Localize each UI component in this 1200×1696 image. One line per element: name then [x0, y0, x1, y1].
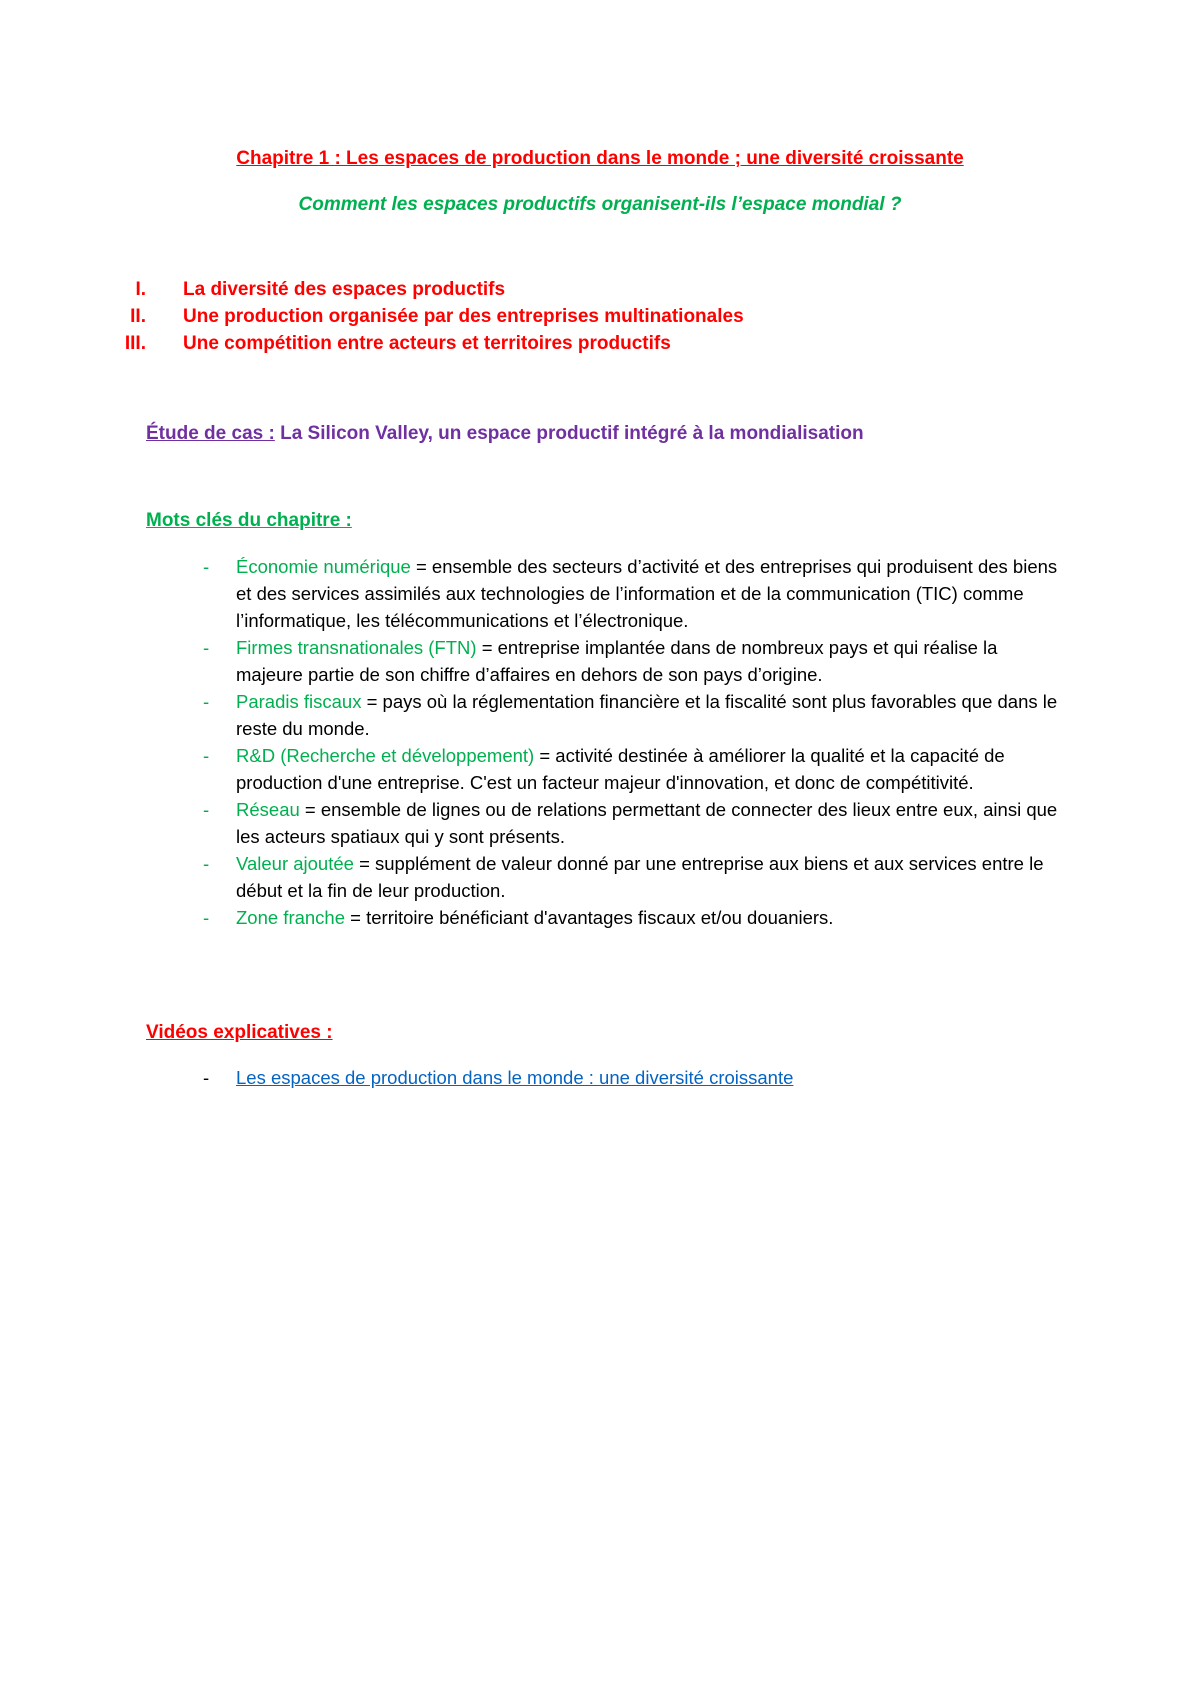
chapter-plan	[0, 279, 1200, 360]
keyword-definition: = territoire bénéficiant d'avantages fiscaux et/ou douaniers.	[345, 907, 834, 928]
bullet-dash: -	[203, 691, 210, 712]
plan-item-text: Une compétition entre acteurs et territoires productifs	[183, 333, 671, 354]
chapter-title: Chapitre 1 : Les espaces de production dans le monde ; une diversité croissante	[236, 148, 964, 169]
keyword-item	[0, 796, 1066, 850]
videos-heading: Vidéos explicatives :	[146, 1022, 333, 1043]
bullet-dash: -	[203, 745, 210, 766]
keyword-definition: = ensemble des secteurs d’activité et des entreprises qui produisent des biens et des services assimilés aux technologies de l’information et de la communication (TIC) comme l’informatique, les télécommunications et l’électronique.	[236, 556, 1058, 631]
keyword-definition: = pays où la réglementation financière et la fiscalité sont plus favorables que dans le reste du monde.	[236, 691, 1058, 739]
keyword-term: R&D (Recherche et développement)	[236, 745, 535, 766]
keyword-item	[0, 850, 1066, 904]
keyword-definition: = activité destinée à améliorer la qualité et la capacité de production d'une entreprise. C'est un facteur majeur d'innovation, et donc de compétitivité.	[236, 745, 1005, 793]
keyword-item	[0, 688, 1066, 742]
keywords-list	[0, 553, 1200, 931]
keyword-term: Économie numérique	[236, 556, 411, 577]
keyword-item	[0, 742, 1066, 796]
plan-item-number: I.	[135, 279, 146, 300]
keyword-term: Réseau	[236, 799, 300, 820]
keyword-definition: = supplément de valeur donné par une entreprise aux biens et aux services entre le début et la fin de leur production.	[236, 853, 1044, 901]
plan-item-text: La diversité des espaces productifs	[183, 279, 506, 300]
problematique-question: Comment les espaces productifs organisent-ils l’espace mondial ?	[298, 194, 902, 215]
keyword-term: Valeur ajoutée	[236, 853, 354, 874]
keyword-item	[0, 904, 1066, 931]
case-study	[146, 423, 864, 445]
keyword-item	[0, 553, 1066, 634]
bullet-dash: -	[203, 637, 210, 658]
plan-item-text: Une production organisée par des entreprises multinationales	[183, 306, 744, 327]
plan-item-number: II.	[130, 306, 146, 327]
keyword-definition: = entreprise implantée dans de nombreux pays et qui réalise la majeure partie de son chiffre d’affaires en dehors de son pays d’origine.	[236, 637, 998, 685]
videos-list	[0, 1064, 1200, 1091]
plan-item	[0, 333, 1200, 360]
plan-item	[0, 279, 1200, 306]
case-study-text: La Silicon Valley, un espace productif intégré à la mondialisation	[274, 423, 864, 444]
bullet-dash: -	[203, 799, 210, 820]
bullet-dash: -	[203, 556, 210, 577]
keyword-term: Firmes transnationales (FTN)	[236, 637, 477, 658]
video-link[interactable]: Les espaces de production dans le monde : une diversité croissante	[236, 1067, 794, 1088]
bullet-dash: -	[203, 853, 210, 874]
case-study-label: Étude de cas :	[146, 423, 275, 444]
keyword-term: Paradis fiscaux	[236, 691, 362, 712]
keyword-item	[0, 634, 1066, 688]
bullet-dash: -	[203, 1067, 210, 1088]
bullet-dash: -	[203, 907, 210, 928]
keywords-heading: Mots clés du chapitre :	[146, 510, 352, 531]
plan-item	[0, 306, 1200, 333]
keyword-term: Zone franche	[236, 907, 346, 928]
video-item	[0, 1064, 1200, 1091]
keyword-definition: = ensemble de lignes ou de relations permettant de connecter des lieux entre eux, ainsi que les acteurs spatiaux qui y sont présents.	[236, 799, 1058, 847]
plan-item-number: III.	[124, 333, 146, 354]
